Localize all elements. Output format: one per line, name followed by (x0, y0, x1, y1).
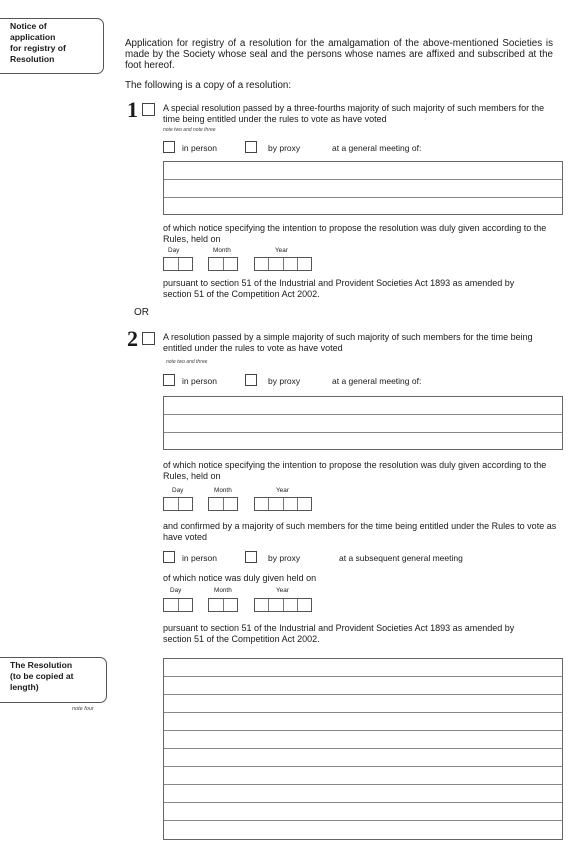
option-2-month-label: Month (214, 487, 232, 494)
option-2-month-input[interactable] (208, 497, 238, 511)
option-2-meeting-label: at a general meeting of: (332, 376, 422, 386)
option-2-day-input[interactable] (163, 497, 193, 511)
option-2-year-label: Year (276, 487, 289, 494)
option-2-second-month-label: Month (214, 587, 232, 594)
option-1-note: note two and note three (163, 127, 216, 133)
following-copy-text: The following is a copy of a resolution: (125, 80, 292, 91)
option-2-number: 2 (127, 326, 138, 351)
option-2-subsequent-by-proxy-label: by proxy (268, 553, 301, 563)
option-2-second-day-label: Day (170, 587, 182, 594)
notice-of-application-tab: Notice of application for registry of Resolution (0, 18, 104, 74)
option-2-second-year-input[interactable] (254, 598, 312, 612)
the-resolution-tab: The Resolution (to be copied at length) (0, 657, 107, 703)
option-2-description: A resolution passed by a simple majority of such majority of such members for the time being entitled under the rules to vote as have voted (163, 332, 533, 353)
option-1-month-label: Month (213, 247, 231, 254)
option-2-subsequent-meeting-label: at a subsequent general meeting (339, 553, 463, 563)
option-2-year-input[interactable] (254, 497, 312, 511)
option-2-second-month-input[interactable] (208, 598, 238, 612)
resolution-note: note four (72, 706, 94, 712)
option-2-pursuant-text: pursuant to section 51 of the Industrial and Provident Societies Act 1893 as amended by section 51 of the Competition Act 2002. (163, 623, 515, 644)
option-1-month-input[interactable] (208, 257, 238, 271)
option-2-meeting-entry-box[interactable] (163, 396, 563, 450)
option-1-day-label: Day (168, 247, 180, 254)
option-1-meeting-label: at a general meeting of: (332, 143, 422, 153)
option-2-note: note two and three (166, 359, 208, 365)
option-1-in-person-checkbox[interactable] (163, 141, 175, 153)
option-2-subsequent-in-person-checkbox[interactable] (163, 551, 175, 563)
option-1-description: A special resolution passed by a three-fourths majority of such majority of such members for the time being entitled under the rules to vote as have voted (163, 103, 545, 124)
option-1-day-input[interactable] (163, 257, 193, 271)
option-2-second-day-input[interactable] (163, 598, 193, 612)
option-2-checkbox[interactable] (142, 332, 155, 345)
option-1-number: 1 (127, 97, 138, 122)
intro-paragraph: Application for registry of a resolution for the amalgamation of the above-mentioned Societies is made by the Society whose seal and the persons whose names are affixed and subscribed at the foot hereof. (125, 38, 553, 72)
option-1-year-input[interactable] (254, 257, 312, 271)
option-2-notice-text: of which notice specifying the intention to propose the resolution was duly given according to the Rules, held on (163, 460, 547, 481)
resolution-text-box[interactable] (163, 658, 563, 840)
option-2-day-label: Day (172, 487, 184, 494)
option-1-in-person-label: in person (182, 143, 217, 153)
option-2-by-proxy-label: by proxy (268, 376, 301, 386)
option-2-notice-given-text: of which notice was duly given held on (163, 573, 317, 583)
option-2-in-person-label: in person (182, 376, 217, 386)
option-2-subsequent-in-person-label: in person (182, 553, 217, 563)
option-1-meeting-entry-box[interactable] (163, 161, 563, 215)
option-1-pursuant-text: pursuant to section 51 of the Industrial and Provident Societies Act 1893 as amended by section 51 of the Competition Act 2002. (163, 278, 515, 299)
option-1-checkbox[interactable] (142, 103, 155, 116)
or-separator: OR (134, 307, 149, 318)
option-2-subsequent-by-proxy-checkbox[interactable] (245, 551, 257, 563)
option-1-notice-text: of which notice specifying the intention to propose the resolution was duly given according to the Rules, held on (163, 223, 547, 244)
option-2-in-person-checkbox[interactable] (163, 374, 175, 386)
option-1-by-proxy-label: by proxy (268, 143, 301, 153)
option-2-second-year-label: Year (276, 587, 289, 594)
option-2-confirmed-text: and confirmed by a majority of such members for the time being entitled under the Rules to vote as have voted (163, 521, 557, 542)
option-1-by-proxy-checkbox[interactable] (245, 141, 257, 153)
option-1-year-label: Year (275, 247, 288, 254)
option-2-by-proxy-checkbox[interactable] (245, 374, 257, 386)
